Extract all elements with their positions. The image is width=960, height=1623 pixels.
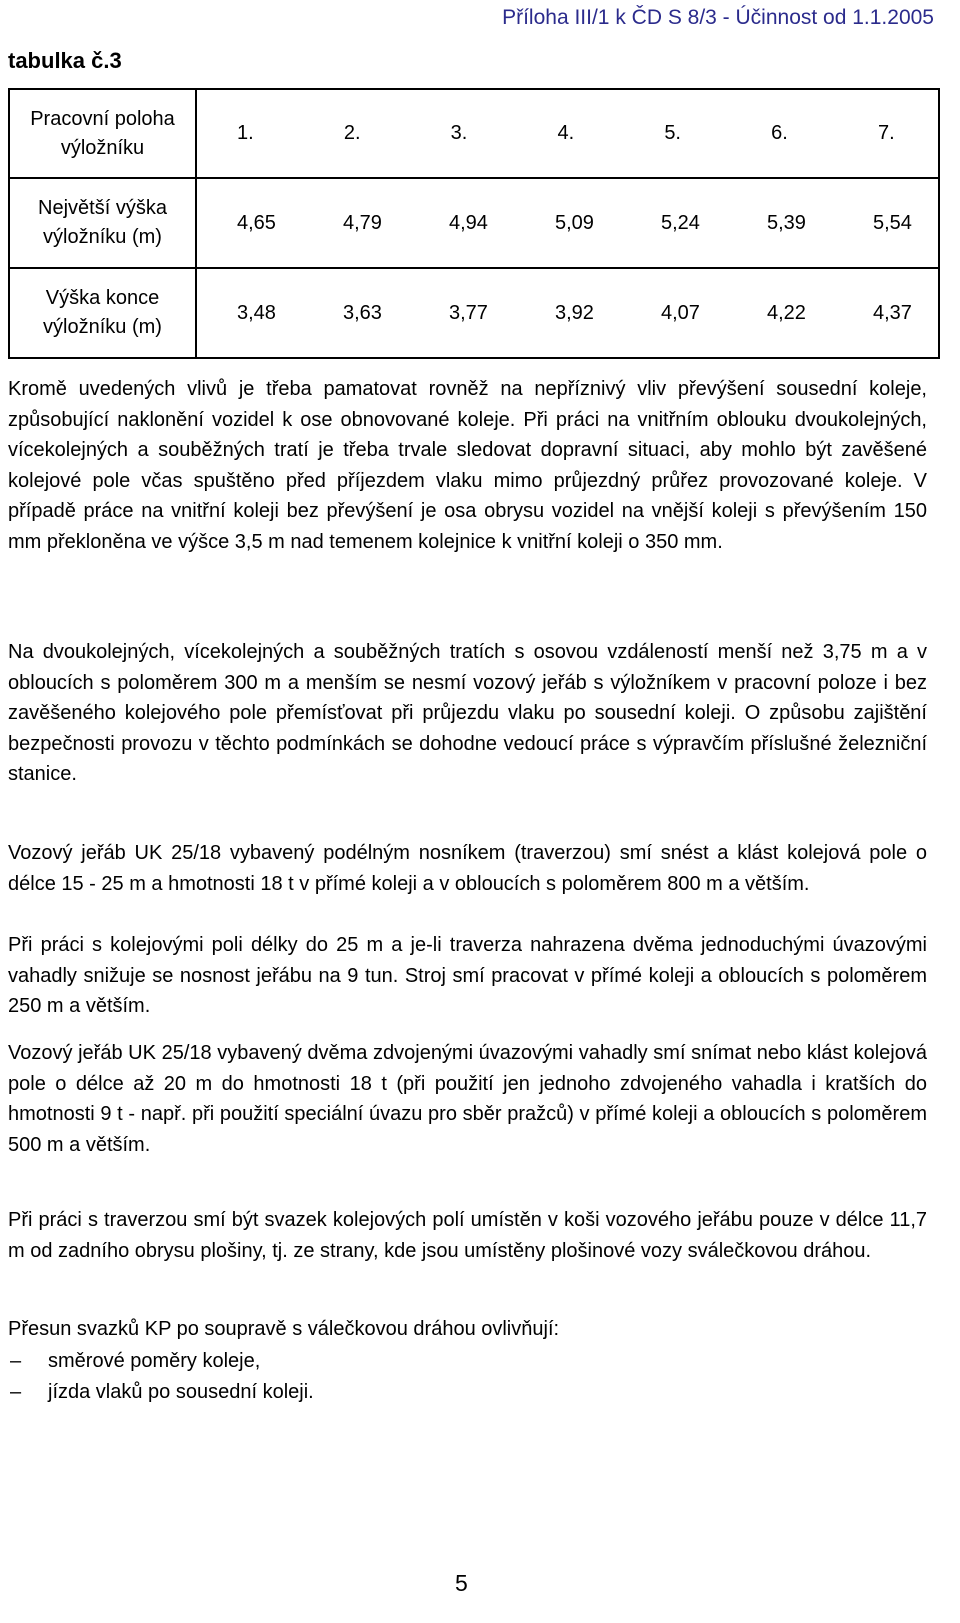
row-heading: Výška konce výložníku (m) bbox=[9, 268, 196, 358]
list-dash: – bbox=[10, 1350, 22, 1372]
table-cell: 7. bbox=[877, 122, 895, 144]
table-cell: 5,54 bbox=[873, 211, 912, 234]
table-cell: 4,37 bbox=[873, 301, 912, 324]
table-cell: 5. bbox=[664, 122, 681, 144]
table-cell: 3. bbox=[450, 122, 468, 144]
table-cell: 3,48 bbox=[237, 301, 276, 324]
table-cell: 4,94 bbox=[449, 211, 488, 234]
page-number: 5 bbox=[455, 1570, 468, 1596]
table-label: tabulka č.3 bbox=[8, 48, 122, 73]
row-heading: Pracovní poloha výložníku bbox=[9, 89, 196, 178]
table-cell: 4,07 bbox=[661, 301, 700, 324]
paragraph-superelevation: Kromě uvedených vlivů je třeba pamatovat rovněž na nepříznivý vliv převýšení sousední koleje, způsobující naklonění vozidel k ose obnovované koleje. Při práci na vnitřním oblouku dvoukolejných, vícekolejných a souběžných tratí je třeba trvale sledovat dopravní situaci, aby mohlo být zavěšené kolejové pole včas spuštěno před příjezdem vlaku mimo průjezdný průřez provozované koleje. V případě práce na vnitřní koleji bez převýšení je osa obrysu vozidel na vnější koleji s převýšením 150 mm překloněna ve výšce 3,5 m nad temenem kolejnice k vnitřní koleji o 350 mm. bbox=[8, 378, 927, 553]
paragraph-track-panels: Při práci s kolejovými poli délky do 25 m a je-li traverza nahrazena dvěma jednoduchými úvazovými vahadly snižuje se nosnost jeřábu na 9 tun. Stroj smí pracovat v přímé koleji a obloucích s poloměrem 250 m a větším. bbox=[8, 934, 927, 1017]
row-values-cell bbox=[196, 178, 939, 268]
table-cell: 1. bbox=[237, 122, 254, 144]
list-item bbox=[8, 1346, 927, 1377]
table-cell: 3,92 bbox=[555, 301, 594, 324]
table-cell: 3,77 bbox=[449, 301, 488, 324]
table-cell: 4. bbox=[557, 122, 575, 144]
boom-position-table bbox=[8, 88, 940, 359]
row-values bbox=[197, 212, 938, 235]
table-cell: 4,79 bbox=[343, 211, 382, 234]
table-row bbox=[9, 268, 939, 358]
table-cell: 4,65 bbox=[237, 211, 276, 234]
row-values-cell bbox=[196, 89, 939, 178]
factor-list bbox=[8, 1346, 927, 1408]
table-row bbox=[9, 178, 939, 268]
list-dash: – bbox=[10, 1381, 22, 1403]
row-heading: Největší výška výložníku (m) bbox=[9, 178, 196, 268]
table-cell: 6. bbox=[771, 122, 788, 144]
paragraph-traverse: Vozový jeřáb UK 25/18 vybavený podélným nosníkem (traverzou) smí snést a klást kolejová pole o délce 15 - 25 m a hmotnosti 18 t v přímé koleji a v obloucích s poloměrem 800 m a větším. bbox=[8, 842, 927, 895]
row-values-cell bbox=[196, 268, 939, 358]
table-cell: 5,39 bbox=[767, 211, 806, 234]
table-cell: 2. bbox=[343, 122, 361, 144]
paragraph-double-track: Na dvoukolejných, vícekolejných a souběžných tratích s osovou vzdáleností menší než 3,75 m a v obloucích s poloměrem 300 m a menším se nesmí vozový jeřáb s výložníkem v pracovní poloze i bez zavěšeného kolejového pole přemísťovat při průjezdu vlaku po sousední koleji. O způsobu zajištění bezpečnosti provozu v těchto podmínkách se dohodne vedoucí práce s výpravčím příslušné železniční stanice. bbox=[8, 641, 927, 785]
row-values bbox=[197, 302, 938, 325]
list-item-text: jízda vlaků po sousední koleji. bbox=[48, 1381, 314, 1403]
table-cell: 3,63 bbox=[343, 301, 382, 324]
table-cell: 5,09 bbox=[555, 211, 594, 234]
paragraph-twin-beams: Vozový jeřáb UK 25/18 vybavený dvěma zdvojenými úvazovými vahadly smí snímat nebo klást kolejová pole o délce až 20 m do hmotnosti 18 t (při použití jen jednoho zdvojeného vahadla i kratších do hmotnosti 9 t - např. při použití speciální úvazu pro sběr pražců) v přímé koleji a obloucích s poloměrem 500 m a větším. bbox=[8, 1042, 927, 1156]
paragraph-panel-bundle: Při práci s traverzou smí být svazek kolejových polí umístěn v koši vozového jeřábu pouze v délce 11,7 m od zadního obrysu plošiny, tj. ze strany, kde jsou umístěny plošinové vozy sválečkovou dráhou. bbox=[8, 1209, 927, 1262]
row-values bbox=[197, 122, 938, 145]
table-cell: 5,24 bbox=[661, 211, 700, 234]
list-item-text: směrové poměry koleje, bbox=[48, 1350, 261, 1372]
table-cell: 4,22 bbox=[767, 301, 806, 324]
table-row bbox=[9, 89, 939, 178]
document-reference: Příloha III/1 k ČD S 8/3 - Účinnost od 1.1.2005 bbox=[502, 6, 934, 29]
list-item bbox=[8, 1377, 927, 1408]
paragraph-transfer-intro: Přesun svazků KP po soupravě s válečkovou dráhou ovlivňují: bbox=[8, 1318, 560, 1340]
